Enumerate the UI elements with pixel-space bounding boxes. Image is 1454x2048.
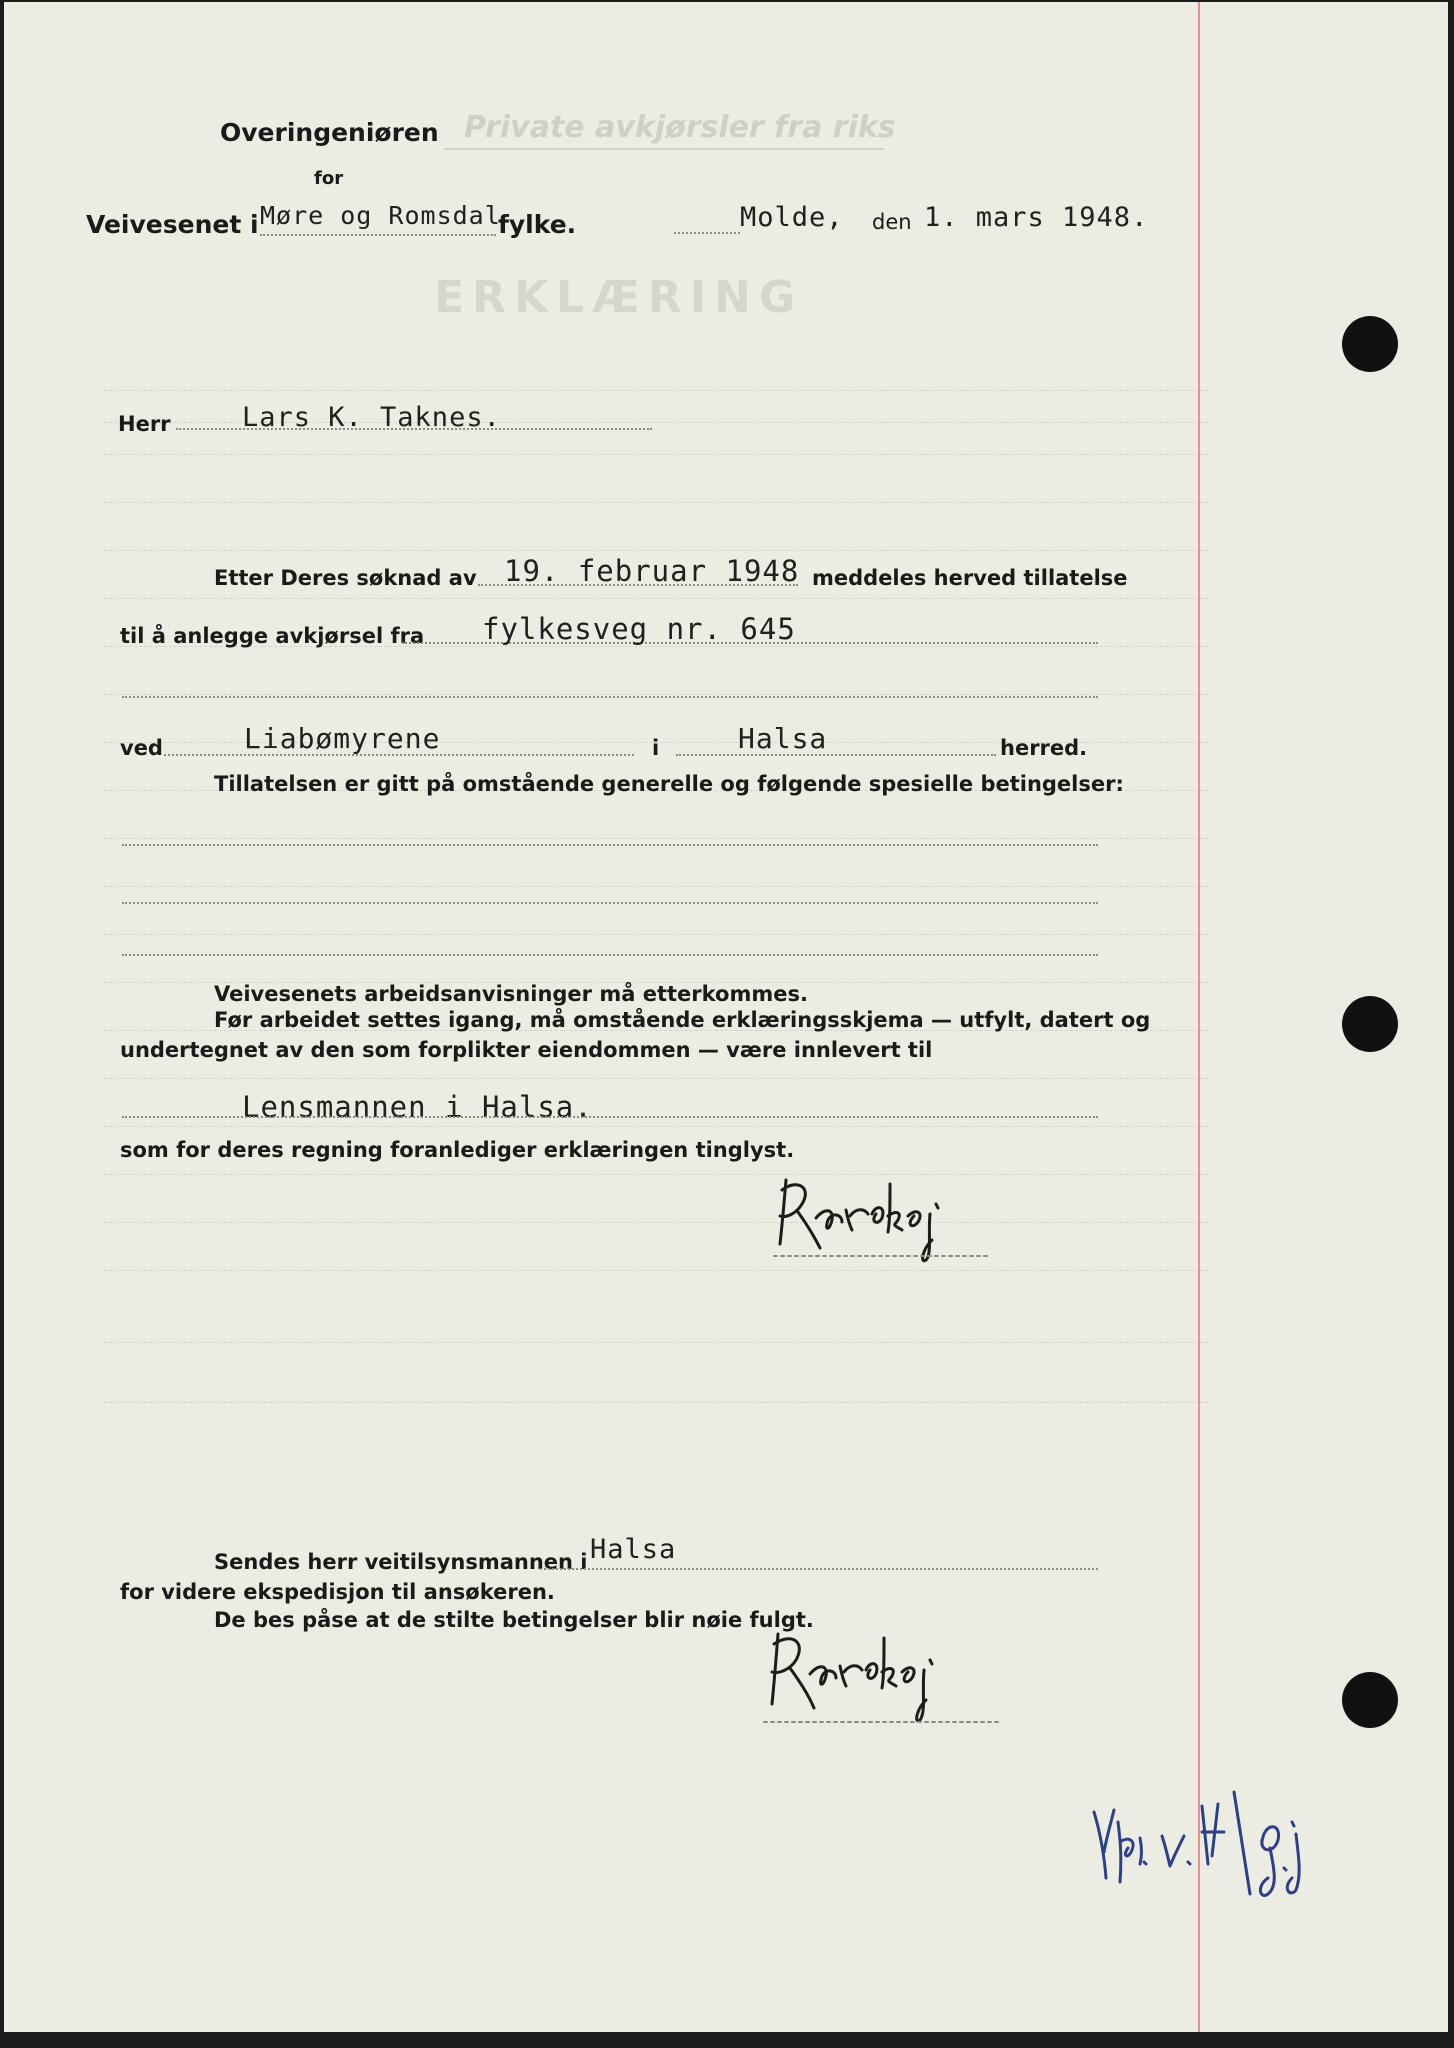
herr-label: Herr <box>118 412 171 436</box>
signature-icon <box>762 1612 1002 1732</box>
punch-hole-icon <box>1342 316 1398 372</box>
conditions-text: Tillatelsen er gitt på omstående generelle og følgende spesielle betingelser: <box>214 772 1124 796</box>
bleed-through-title: ERKLÆRING <box>434 272 803 323</box>
place-name: Molde, <box>740 202 844 233</box>
sendes-place: Halsa <box>590 1534 677 1565</box>
letterhead-veivesenet: Veivesenet i <box>86 210 259 239</box>
letter-date: 1. mars 1948. <box>924 202 1149 233</box>
handwritten-note-icon <box>1084 1782 1324 1902</box>
recipient-name: Lars K. Taknes. <box>242 402 501 433</box>
margin-rule <box>1198 2 1200 2032</box>
herred-label: herred. <box>1000 736 1088 760</box>
soknad-date: 19. februar 1948 <box>504 554 800 588</box>
soknad-prefix: Etter Deres søknad av <box>214 566 477 590</box>
expedition-text: for videre ekspedisjon til ansøkeren. <box>120 1580 555 1604</box>
signature-icon <box>772 1160 992 1264</box>
deliver-to: Lensmannen i Halsa. <box>242 1090 593 1124</box>
observe-text: De bes påse at de stilte betingelser blir nøie fulgt. <box>214 1608 814 1632</box>
letterhead-title: Overingeniøren <box>220 118 439 147</box>
road-name: fylkesveg nr. 645 <box>482 612 796 646</box>
herred-name: Halsa <box>738 722 828 755</box>
letterhead-for: for <box>314 168 344 189</box>
bleed-through-heading: Private avkjørsler fra riks <box>464 110 896 145</box>
work-line-2: Før arbeidet settes igang, må omstående erklæringsskjema — utfylt, datert og <box>214 1008 1151 1032</box>
i-label: i <box>652 736 660 760</box>
ved-label: ved <box>120 736 163 760</box>
county-name: Møre og Romsdal <box>260 201 501 230</box>
punch-hole-icon <box>1342 996 1398 1052</box>
work-line-1: Veivesenets arbeidsanvisninger må etterkommes. <box>214 982 808 1006</box>
document-page <box>4 2 1448 2032</box>
soknad-suffix: meddeles herved tillatelse <box>812 566 1128 590</box>
tinglyst-text: som for deres regning foranlediger erklæringen tinglyst. <box>120 1138 795 1162</box>
bleed-through-rule <box>444 148 884 150</box>
den-label: den <box>872 210 912 234</box>
sendes-prefix: Sendes herr veitilsynsmannen i <box>214 1550 588 1574</box>
location-name: Liabømyrene <box>244 722 441 755</box>
punch-hole-icon <box>1342 1672 1398 1728</box>
anlegge-prefix: til å anlegge avkjørsel fra <box>120 624 425 648</box>
letterhead-fylke: fylke. <box>498 210 577 239</box>
work-line-3: undertegnet av den som forplikter eiendommen — være innlevert til <box>120 1038 933 1062</box>
